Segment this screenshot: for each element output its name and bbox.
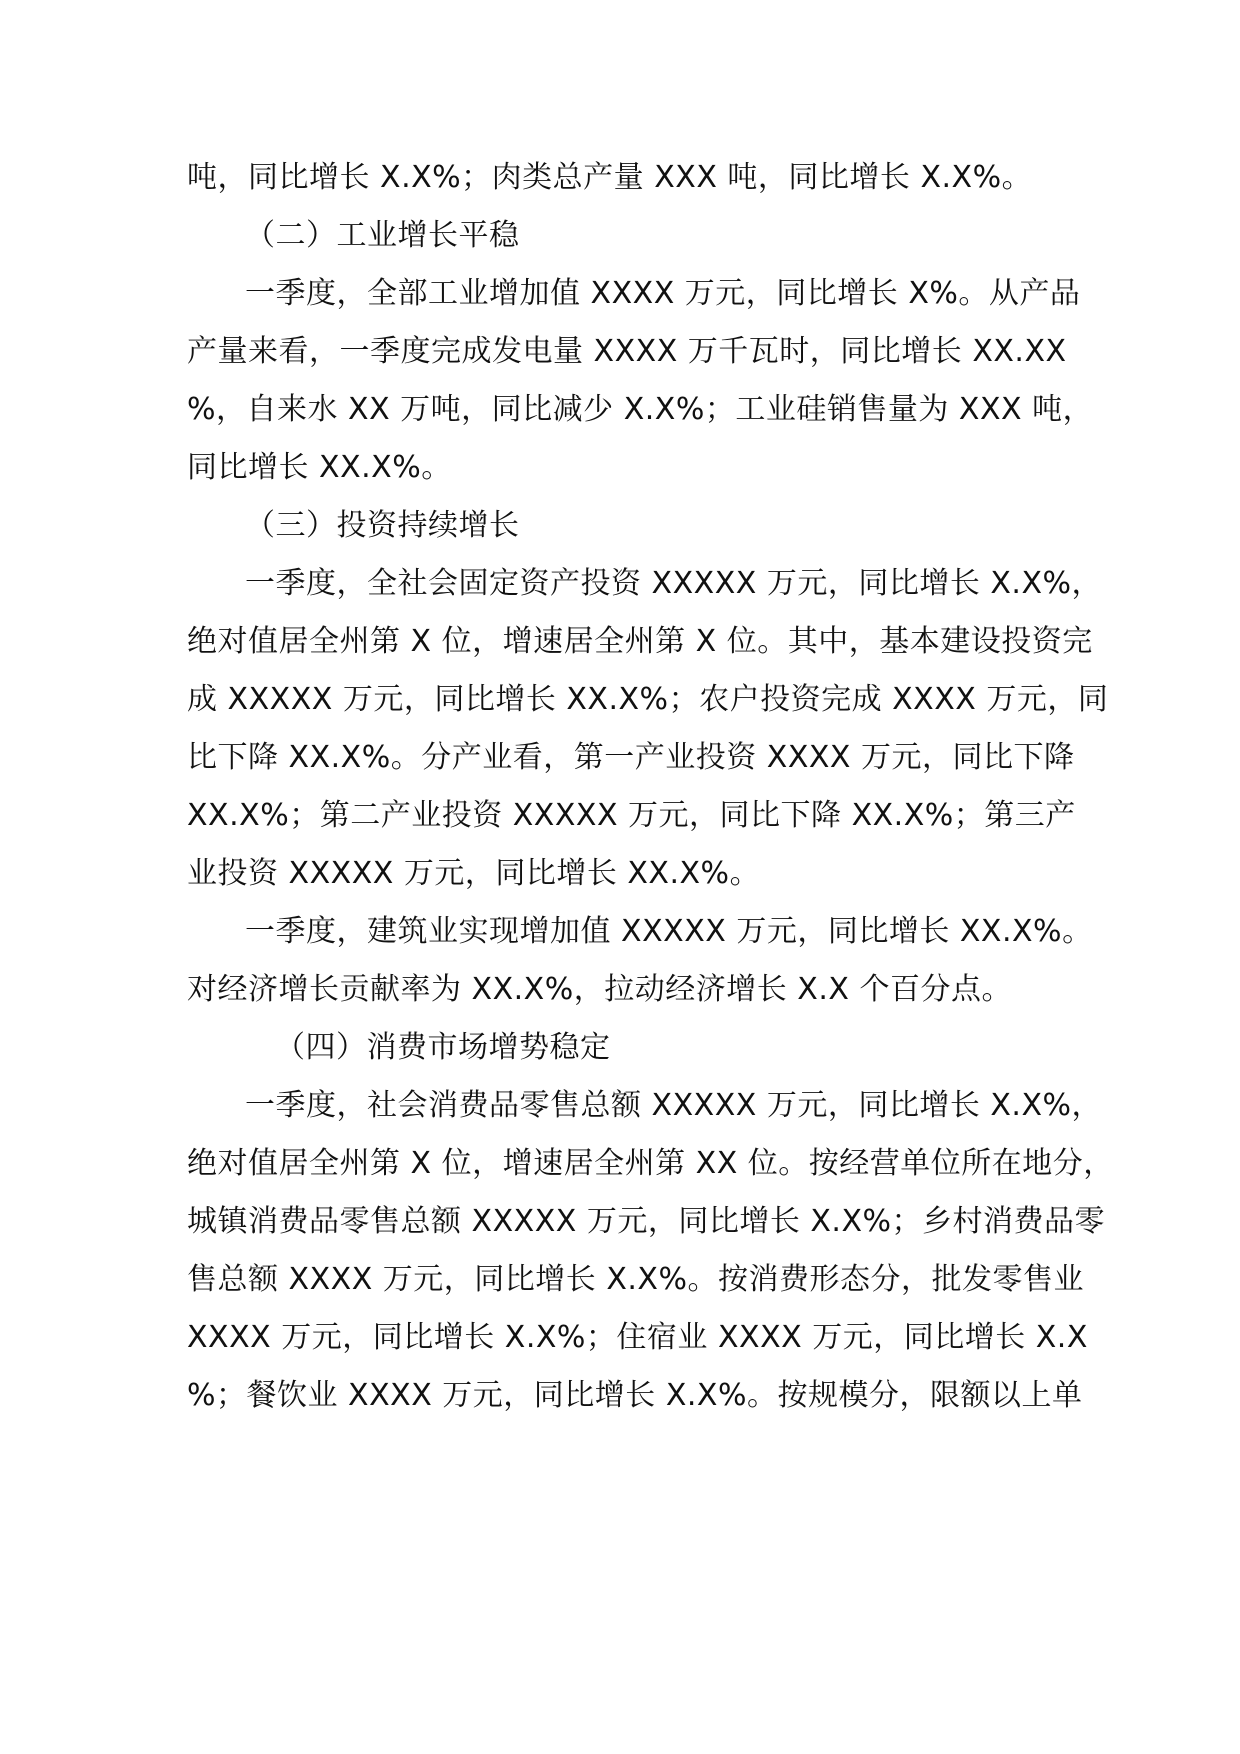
body-text-line: %；餐饮业 XXXX 万元，同比增长 X.X%。按规模分，限额以上单 <box>187 1378 1083 1413</box>
body-text-line: 比下降 XX.X%。分产业看，第一产业投资 XXXX 万元，同比下降 <box>187 740 1075 775</box>
body-text-line: XXXX 万元，同比增长 X.X%；住宿业 XXXX 万元，同比增长 X.X <box>187 1320 1088 1355</box>
section-heading-consumption: （四）消费市场增势稳定 <box>275 1030 611 1065</box>
body-text-line: XX.X%；第二产业投资 XXXXX 万元，同比下降 XX.X%；第三产 <box>187 798 1076 833</box>
body-text-line: 绝对值居全州第 X 位，增速居全州第 XX 位。按经营单位所在地分， <box>187 1146 1114 1181</box>
body-text-line: 对经济增长贡献率为 XX.X%，拉动经济增长 X.X 个百分点。 <box>187 972 1012 1007</box>
body-text-line: %，自来水 XX 万吨，同比减少 X.X%；工业硅销售量为 XXX 吨， <box>187 392 1094 427</box>
body-text-line: 售总额 XXXX 万元，同比增长 X.X%。按消费形态分，批发零售业 <box>187 1262 1084 1297</box>
body-text-line: 一季度，全部工业增加值 XXXX 万元，同比增长 X%。从产品 <box>245 276 1081 311</box>
body-text-line: 城镇消费品零售总额 XXXXX 万元，同比增长 X.X%；乡村消费品零 <box>187 1204 1106 1239</box>
body-text-line: 成 XXXXX 万元，同比增长 XX.X%；农户投资完成 XXXX 万元，同 <box>187 682 1109 717</box>
body-text-line: 绝对值居全州第 X 位，增速居全州第 X 位。其中，基本建设投资完 <box>187 624 1093 659</box>
section-heading-investment: （三）投资持续增长 <box>245 508 520 543</box>
body-text-line: 产量来看，一季度完成发电量 XXXX 万千瓦时，同比增长 XX.XX <box>187 334 1067 369</box>
body-text-line: 业投资 XXXXX 万元，同比增长 XX.X%。 <box>187 856 761 891</box>
body-text-line: 一季度，建筑业实现增加值 XXXXX 万元，同比增长 XX.X%。 <box>245 914 1093 949</box>
body-text-line: 吨，同比增长 X.X%；肉类总产量 XXX 吨，同比增长 X.X%。 <box>187 160 1033 195</box>
body-text-line: 一季度，社会消费品零售总额 XXXXX 万元，同比增长 X.X%， <box>245 1088 1103 1123</box>
body-text-line: 一季度，全社会固定资产投资 XXXXX 万元，同比增长 X.X%， <box>245 566 1103 601</box>
body-text-line: 同比增长 XX.X%。 <box>187 450 452 485</box>
section-heading-industry: （二）工业增长平稳 <box>245 218 520 253</box>
